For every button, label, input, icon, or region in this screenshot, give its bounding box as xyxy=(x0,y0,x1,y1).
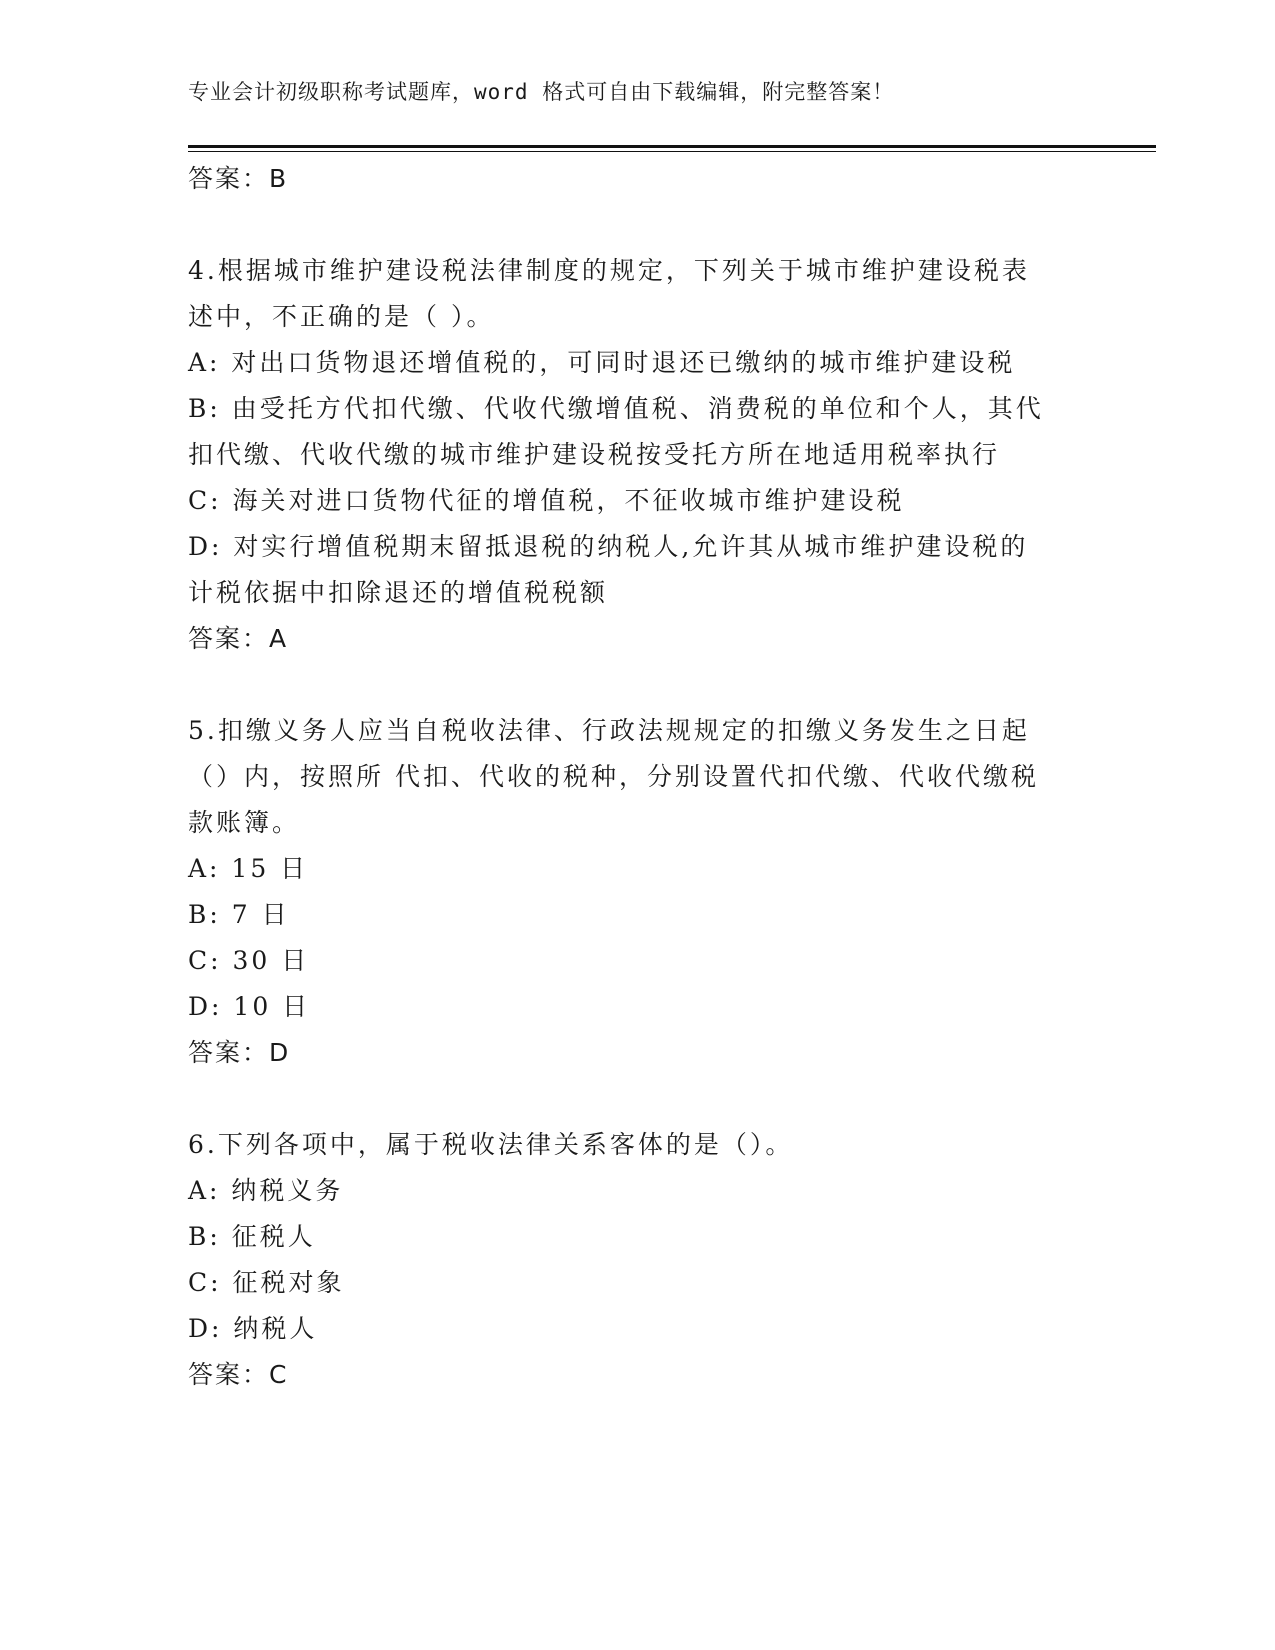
option-line: A: 15 日 xyxy=(188,854,309,883)
question-block xyxy=(188,708,1088,1076)
option-line: A: 纳税义务 xyxy=(188,1176,344,1205)
option-line: D: 10 日 xyxy=(188,992,311,1021)
spacer xyxy=(188,202,1088,248)
question-stem-line: 4.根据城市维护建设税法律制度的规定，下列关于城市维护建设税表 xyxy=(188,256,1030,285)
question-block xyxy=(188,248,1088,662)
question-stem-line: 6.下列各项中，属于税收法律关系客体的是（）。 xyxy=(188,1130,794,1159)
option-line: C: 海关对进口货物代征的增值税，不征收城市维护建设税 xyxy=(188,486,905,515)
answer-line: 答案：C xyxy=(188,1360,289,1389)
question-block xyxy=(188,1122,1088,1398)
option-line: B: 由受托方代扣代缴、代收代缴增值税、消费税的单位和个人，其代 xyxy=(188,394,1044,423)
question-stem-line: （）内，按照所 代扣、代收的税种，分别设置代扣代缴、代收代缴税 xyxy=(188,762,1039,791)
option-line: D: 对实行增值税期末留抵退税的纳税人,允许其从城市维护建设税的 xyxy=(188,532,1029,561)
question-content xyxy=(188,156,1088,1398)
option-line: 计税依据中扣除退还的增值税税额 xyxy=(188,578,609,607)
header-rule xyxy=(188,145,1156,148)
option-line: A: 对出口货物退还增值税的，可同时退还已缴纳的城市维护建设税 xyxy=(188,348,1016,377)
question-stem-line: 5.扣缴义务人应当自税收法律、行政法规规定的扣缴义务发生之日起 xyxy=(188,716,1030,745)
answer-line: 答案：A xyxy=(188,624,289,653)
question-stem-line: 款账簿。 xyxy=(188,808,301,837)
option-line: B: 征税人 xyxy=(188,1222,316,1251)
question-stem-line: 述中，不正确的是（ ）。 xyxy=(188,302,495,331)
option-line: C: 征税对象 xyxy=(188,1268,345,1297)
option-line: B: 7 日 xyxy=(188,900,290,929)
spacer xyxy=(188,662,1088,708)
spacer xyxy=(188,1076,1088,1122)
page-header-text: 专业会计初级职称考试题库，word 格式可自由下载编辑，附完整答案！ xyxy=(188,80,895,104)
answer-line: 答案：D xyxy=(188,1038,291,1067)
answer-line: 答案：B xyxy=(188,164,289,193)
option-line: C: 30 日 xyxy=(188,946,310,975)
option-line: 扣代缴、代收代缴的城市维护建设税按受托方所在地适用税率执行 xyxy=(188,440,1001,469)
header-rule-thin xyxy=(188,151,1156,152)
option-line: D: 纳税人 xyxy=(188,1314,318,1343)
